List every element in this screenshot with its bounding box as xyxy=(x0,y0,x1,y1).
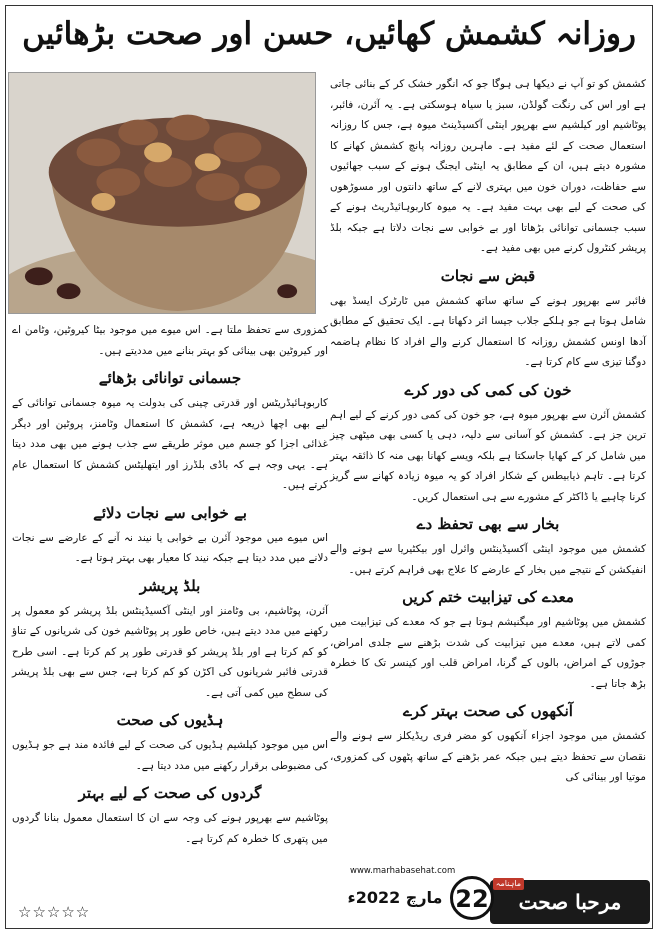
issue-number-badge: 22 xyxy=(450,876,494,920)
section-heading: بے خوابی سے نجات دلائے xyxy=(93,503,247,522)
section-heading: قبض سے نجات xyxy=(440,266,536,285)
section-body: کشمش میں موجود اجزاء آنکھوں کو مضر فری ریڈیکلز سے ہونے والے نقصان سے تحفظ دیتے ہیں جبکہ عمر بڑھنے کے ساتھ پٹھوں کی کمزوری، موتیا اور بینائی کی xyxy=(330,730,646,783)
continued-paragraph: کمزوری سے تحفظ ملتا ہے۔ اس میوے میں موجود بیٹا کیروٹین، وٹامن اے اور کیروٹین بھی بینائی کو بہتر بنانے میں مددیتے ہیں۔ xyxy=(12,324,328,357)
intro-paragraph: کشمش کو تو آپ نے دیکھا ہی ہوگا جو کہ انگور خشک کر کے بنائی جاتی ہے اور اس کی رنگت گولڈن، سبز یا سیاہ ہوسکتی ہے۔ یہ آئرن، فائبر، پوٹاشیم اور کیلشیم سے بھرپور اینٹی آکسیڈینٹ میوہ ہے، جس کا روزانہ استعمال صحت کے لئے مفید ہے۔ ماہرین روزانہ پانچ کشمش کھانے کا مشورہ دیتے ہیں، ان کے مطابق یہ اینٹی ایجنگ ہونے کے سبب جھائیوں سے حفاظت، دوران خون میں بہتری لانے کے ساتھ دانتوں اور مسوڑھوں کی صحت کے لیے بھی بہت مفید ہے۔ یہ میوہ کاربوہائیڈریٹ ہونے کے سبب جسمانی توانائی بڑھاتا اور بے خوابی سے نجات دلاتا ہے جبکہ بلڈ پریشر کنٹرول کرنے میں بھی مفید ہے۔ xyxy=(330,78,646,254)
left-column xyxy=(12,320,328,851)
section-body: کشمش میں موجود اینٹی آکسیڈینٹس وائرل اور بیکٹیریا سے ہونے والے انفیکشن کے نتیجے میں بخار کے عارضے کا علاج بھی فراہم کرتے ہیں۔ xyxy=(330,543,646,576)
section-heading: جسمانی توانائی بڑھائے xyxy=(98,369,242,387)
magazine-logo: مرحبا صحت xyxy=(490,880,650,924)
magazine-footer xyxy=(340,862,652,928)
section-heading: بلڈ پریشر xyxy=(139,576,201,595)
section-body: کشمش میں پوٹاشیم اور میگنیشم ہوتا ہے جو کہ معدے کی تیزابیت میں کمی لاتے ہیں، معدے میں تیزابیت کی شدت بڑھنے سے جلدی امراض، جوڑوں کے امراض، بالوں کے گرنا، امراض قلب اور کینسر تک کا خطرہ بڑھ جاتا ہے۔ xyxy=(330,616,646,690)
section-body: کشمش آئرن سے بھرپور میوہ ہے، جو خون کی کمی دور کرنے کے لیے اہم ترین جز ہے۔ کشمش کو آسانی سے دلیہ، دہی یا کسی بھی میٹھی چیز میں شامل کر کے کھایا جاسکتا ہے بلکہ ویسے کھانا بھی منہ کا ذائقہ بہتر کرتا ہے۔ تاہم ذیابیطس کے شکار افراد کو یہ میوہ زیادہ کھانے سے گریز کرنا چاہیے یا ڈاکٹر کے مشورے سے ہی استعمال کریں۔ xyxy=(330,408,646,503)
section-heading: معدے کی تیزابیت ختم کریں xyxy=(402,588,574,606)
issue-date: مارچ 2022ء xyxy=(347,888,443,907)
magazine-tag: ماہنامہ xyxy=(493,878,524,890)
section-heading: بخار سے بھی تحفظ دے xyxy=(416,515,560,533)
section-heading: خون کی کمی کی دور کرے xyxy=(404,380,572,399)
section-body: پوٹاشیم سے بھرپور ہونے کی وجہ سے ان کا استعمال معمول بنانا گردوں میں پتھری کا خطرہ کم کرتا ہے۔ xyxy=(12,812,328,845)
website-link[interactable]: www.marhabasehat.com xyxy=(350,866,456,876)
section-body: اس میوے میں موجود آئرن بے خوابی یا نیند نہ آنے کے عارضے سے نجات دلانے میں مدد دیتا ہے جبکہ نیند کا معیار بھی بہتر ہوتا ہے۔ xyxy=(12,531,328,564)
right-column xyxy=(330,74,646,790)
end-stars: ☆☆☆☆☆ xyxy=(18,903,91,921)
article-title: روزانہ کشمش کھائیں، حسن اور صحت بڑھائیں xyxy=(22,16,636,52)
section-heading: گردوں کی صحت کے لیے بہتر xyxy=(78,784,262,802)
section-body: اس میں موجود کیلشیم ہڈیوں کی صحت کے لیے فائدہ مند ہے جو ہڈیوں کی مضبوطی برقرار رکھنے میں مدد دیتا ہے۔ xyxy=(12,739,328,772)
section-heading: ہڈیوں کی صحت xyxy=(116,711,224,729)
section-body: آئرن، پوٹاشیم، بی وٹامنز اور اینٹی آکسیڈینٹس بلڈ پریشر کو معمول پر رکھنے میں مدد دیتے ہیں، خاص طور پر پوٹاشیم خون کی شریانوں کے تناؤ کو کم کرتا ہے اور بلڈ پریشر کو قدرتی طور پر کم کرتا ہے۔ اسی طرح قدرتی فائبر شریانوں کی اکڑن کو کم کرتا ہے، جس سے بھی بلڈ پریشر کی سطح میں کمی آتی ہے۔ xyxy=(12,604,328,699)
section-body: کاربوہائیڈریٹس اور قدرتی چینی کی بدولت یہ میوہ جسمانی توانائی کے لیے بھی اچھا ذریعہ ہے، کشمش کا استعمال وٹامنز، پروٹین اور دیگر غذائی اجزا کو جسم میں موثر طریقے سے جذب ہونے میں بھی مدد دیتا ہے۔ یہی وجہ ہے کہ باڈی بلڈرز اور ایتھلیٹس کشمش کا استعمال عام کرتے ہیں۔ xyxy=(12,397,328,491)
raisins-bowl-photo xyxy=(8,72,316,314)
section-body: فائبر سے بھرپور ہونے کے ساتھ ساتھ کشمش میں ٹارٹرک ایسڈ بھی شامل ہوتا ہے جو ہلکے جلاب جیسا اثر دکھاتا ہے۔ ایک تحقیق کے مطابق آدھا اونس کشمش روزانہ کا استعمال کرنے والے افراد کا نظام ہاضمہ دوگنا تیزی سے کام کرتا ہے۔ xyxy=(330,294,646,368)
section-heading: آنکھوں کی صحت بہتر کرے xyxy=(403,702,573,720)
